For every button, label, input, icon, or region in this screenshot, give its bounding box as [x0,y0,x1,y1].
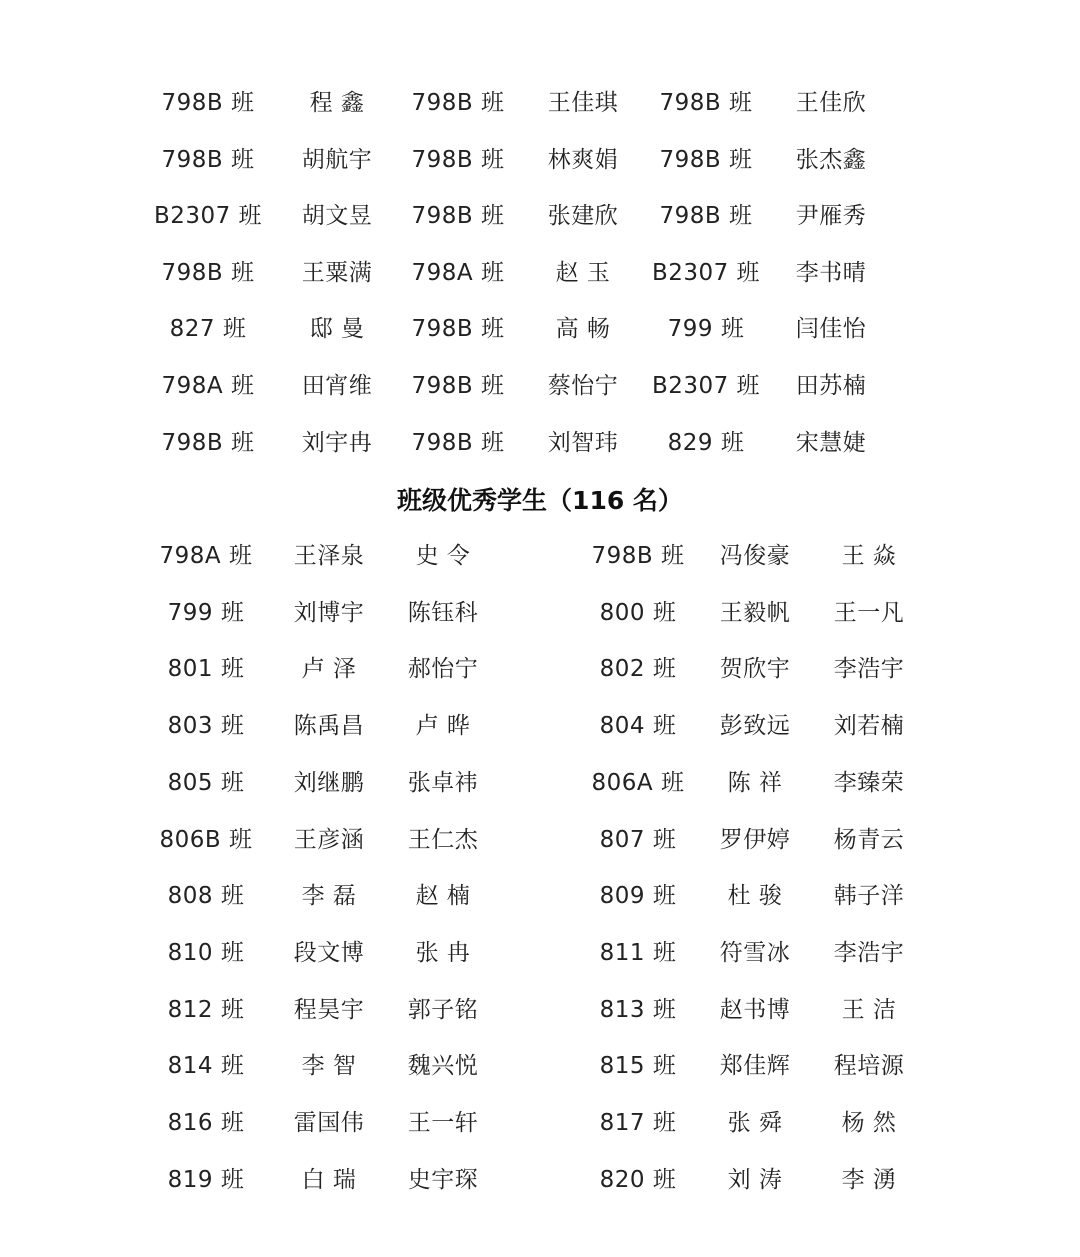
class-cell: 829 班 [667,429,745,456]
class-cell: 803 班 [167,713,245,740]
class-cell: 810 班 [167,939,245,966]
table-row [0,820,1080,860]
student-name-cell: 李书晴 [795,259,867,286]
student-name-cell: 赵 玉 [555,259,611,286]
class-cell: 798A 班 [411,259,505,286]
student-name-cell: 李 湧 [841,1166,897,1193]
student-name-cell: 林爽娟 [547,146,619,173]
student-name-cell: 刘 涛 [727,1166,783,1193]
student-name-cell: 陈禹昌 [293,713,365,740]
student-name-cell: 刘宇冉 [301,429,373,456]
student-name-cell: 雷国伟 [293,1110,365,1136]
student-name-cell: 张 舜 [727,1110,783,1136]
class-cell: 798A 班 [161,373,255,399]
class-cell: 819 班 [167,1166,245,1193]
table-row [0,649,1080,689]
student-name-cell: 杜 骏 [727,883,783,910]
student-name-cell: 程昊宇 [293,996,365,1023]
student-name-cell: 尹雁秀 [795,203,867,230]
student-name-cell: 张卓祎 [407,769,479,796]
student-name-cell: 罗伊婷 [719,826,791,853]
class-cell: 798B 班 [161,259,255,286]
table-row [0,1160,1080,1200]
student-name-cell: 闫佳怡 [795,316,867,343]
student-name-cell: 冯俊豪 [719,543,791,569]
student-name-cell: 田苏楠 [795,373,867,399]
table-row [0,140,1080,180]
student-name-cell: 王彦涵 [293,826,365,853]
student-name-cell: 蔡怡宁 [547,373,619,399]
student-name-cell: 李浩宇 [833,939,905,966]
table-row [0,366,1080,406]
class-cell: 820 班 [599,1166,677,1193]
student-name-cell: 程培源 [833,1053,905,1080]
student-name-cell: 彭致远 [719,713,791,740]
student-name-cell: 邸 曼 [309,316,365,343]
table-row [0,763,1080,803]
table-row [0,1046,1080,1086]
student-name-cell: 李浩宇 [833,656,905,683]
student-name-cell: 白 瑞 [301,1166,357,1193]
student-name-cell: 胡航宇 [301,146,373,173]
student-name-cell: 张建欣 [547,203,619,230]
class-cell: 815 班 [599,1053,677,1080]
student-name-cell: 赵书博 [719,996,791,1023]
class-cell: 798B 班 [591,543,685,569]
student-name-cell: 王毅帆 [719,599,791,626]
class-cell: B2307 班 [651,259,761,286]
class-cell: 798B 班 [411,429,505,456]
student-name-cell: 程 鑫 [309,90,365,116]
class-cell: 798A 班 [159,543,253,569]
student-name-cell: 贺欣宇 [719,656,791,683]
student-name-cell: 王泽泉 [293,543,365,569]
student-name-cell: 王一凡 [833,599,905,626]
student-name-cell: 史 令 [415,543,471,569]
student-name-cell: 宋慧婕 [795,429,867,456]
table-row [0,593,1080,633]
class-cell: 798B 班 [411,90,505,116]
student-name-cell: 刘智玮 [547,429,619,456]
class-cell: 813 班 [599,996,677,1023]
student-name-cell: 魏兴悦 [407,1053,479,1080]
class-cell: 798B 班 [659,203,753,230]
class-cell: 808 班 [167,883,245,910]
class-cell: 814 班 [167,1053,245,1080]
student-name-cell: 李 智 [301,1053,357,1080]
student-name-cell: 王佳琪 [547,90,619,116]
class-cell: 807 班 [599,826,677,853]
class-cell: 817 班 [599,1110,677,1136]
class-cell: 799 班 [167,599,245,626]
class-cell: 798B 班 [411,373,505,399]
student-name-cell: 胡文昱 [301,203,373,230]
student-name-cell: 王仁杰 [407,826,479,853]
student-name-cell: 刘若楠 [833,713,905,740]
table-row [0,423,1080,463]
class-cell: 798B 班 [659,90,753,116]
student-name-cell: 段文博 [293,939,365,966]
student-name-cell: 张杰鑫 [795,146,867,173]
class-cell: 827 班 [169,316,247,343]
student-name-cell: 郑佳辉 [719,1053,791,1080]
class-cell: B2307 班 [651,373,761,399]
table-row [0,309,1080,349]
student-name-cell: 郝怡宁 [407,656,479,683]
class-cell: 800 班 [599,599,677,626]
class-cell: 798B 班 [411,203,505,230]
student-name-cell: 王一轩 [407,1110,479,1136]
class-cell: 801 班 [167,656,245,683]
student-name-cell: 王佳欣 [795,90,867,116]
class-cell: 802 班 [599,656,677,683]
student-name-cell: 杨 然 [841,1110,897,1136]
table-row [0,536,1080,576]
table-row [0,1103,1080,1143]
student-name-cell: 杨青云 [833,826,905,853]
class-cell: 809 班 [599,883,677,910]
class-cell: 798B 班 [411,316,505,343]
student-name-cell: 李 磊 [301,883,357,910]
student-name-cell: 卢 晔 [415,713,471,740]
student-name-cell: 田宵维 [301,373,373,399]
class-cell: 798B 班 [161,429,255,456]
class-cell: 816 班 [167,1110,245,1136]
class-cell: 798B 班 [411,146,505,173]
class-cell: 812 班 [167,996,245,1023]
class-cell: 811 班 [599,939,677,966]
student-name-cell: 王粟满 [301,259,373,286]
class-cell: 805 班 [167,769,245,796]
student-name-cell: 卢 泽 [301,656,357,683]
student-name-cell: 刘继鹏 [293,769,365,796]
class-cell: B2307 班 [153,203,263,230]
table-row [0,253,1080,293]
table-row [0,706,1080,746]
class-cell: 806B 班 [159,826,253,853]
student-name-cell: 赵 楠 [415,883,471,910]
class-cell: 798B 班 [659,146,753,173]
student-name-cell: 郭子铭 [407,996,479,1023]
table-row [0,196,1080,236]
student-name-cell: 史宇琛 [407,1166,479,1193]
student-name-cell: 高 畅 [555,316,611,343]
section-title: 班级优秀学生（116 名） [397,486,683,515]
class-cell: 798B 班 [161,146,255,173]
table-row [0,876,1080,916]
student-name-cell: 刘博宇 [293,599,365,626]
table-row [0,933,1080,973]
student-name-cell: 张 冉 [415,939,471,966]
student-name-cell: 陈 祥 [727,769,783,796]
student-name-cell: 陈钰科 [407,599,479,626]
student-name-cell: 李臻荣 [833,769,905,796]
class-cell: 799 班 [667,316,745,343]
table-row [0,990,1080,1030]
table-row [0,83,1080,123]
student-name-cell: 韩子洋 [833,883,905,910]
class-cell: 804 班 [599,713,677,740]
class-cell: 806A 班 [591,769,685,796]
student-name-cell: 王 焱 [841,543,897,569]
student-name-cell: 王 洁 [841,996,897,1023]
class-cell: 798B 班 [161,90,255,116]
student-name-cell: 符雪冰 [719,939,791,966]
